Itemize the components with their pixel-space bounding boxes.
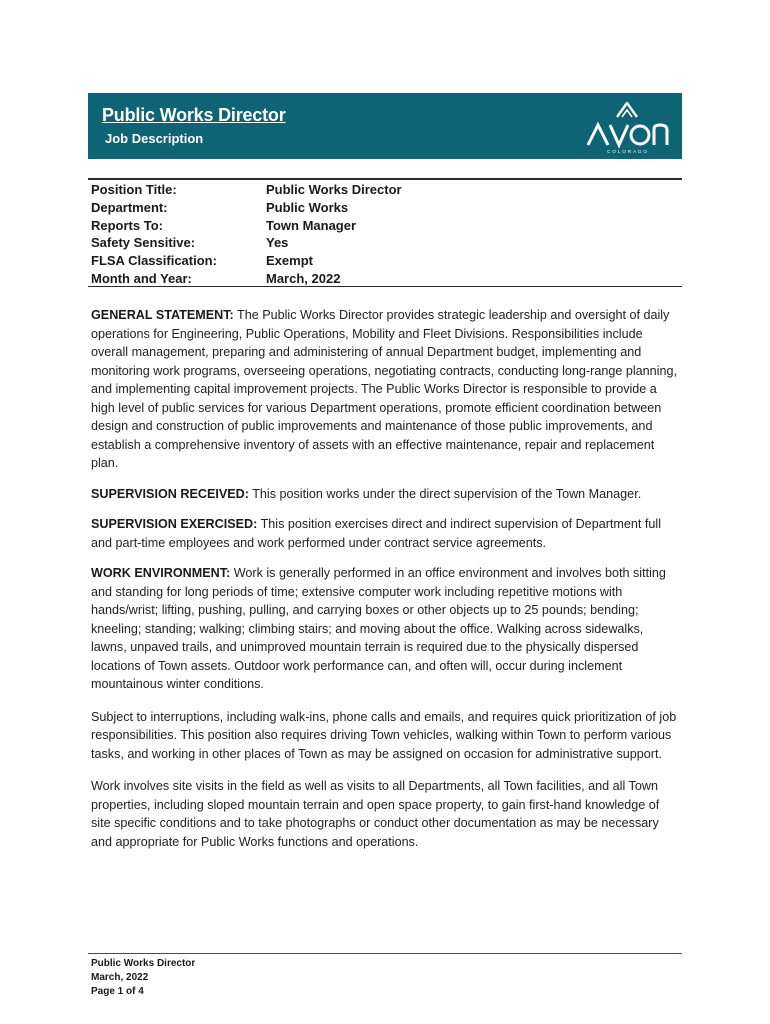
work-environment-paragraph (91, 564, 681, 694)
info-label: FLSA Classification: (91, 253, 217, 269)
avon-logo (582, 99, 674, 155)
site-visits-paragraph: Work involves site visits in the field as well as visits to all Departments, all Town facilities, and all Town properties, including sloped mountain terrain and open space property, to gain first-hand knowledge of site specific conditions and to take photographs or conduct other documentation as may be necessary and appropriate for Public Works functions and operations. (91, 779, 660, 849)
work-environment-text: Work is generally performed in an office environment and involves both sitting and standing for long periods of time; extensive computer work including repetitive motions with hands/wrist; lifting, pushing, pulling, and carrying boxes or other objects up to 25 pounds; bending; kneeling; standing; walking; climbing stairs; and moving about the office. Walking across sidewalks, lawns, unpaved trails, and unimproved mountain terrain is required due to the physically dispersed locations of Town assets. Outdoor work performance can, and often will, occur during inclement mountainous winter conditions. (91, 566, 666, 691)
general-statement-text: The Public Works Director provides strategic leadership and oversight of daily operations for Engineering, Public Operations, Mobility and Fleet Divisions. Responsibilities include overall management, preparing and administering of annual Department budget, implementing and monitoring work programs, overseeing operations, negotiating contracts, conducting long-range planning, and implementing capital improvement projects. The Public Works Director is responsible to provide a high level of public services for various Department operations, promote efficient coordination between design and construction of public improvements and maintenance of those public improvements, and establish a comprehensive inventory of assets with an effective maintenance, repair and replacement plan. (91, 308, 677, 470)
info-value: Yes (266, 235, 289, 251)
info-label: Month and Year: (91, 270, 192, 286)
info-value: Town Manager (266, 217, 357, 233)
info-value: March, 2022 (266, 270, 341, 286)
info-label: Safety Sensitive: (91, 235, 196, 251)
info-value: Exempt (266, 253, 313, 269)
info-label: Reports To: (91, 217, 163, 233)
supervision-received-heading: SUPERVISION RECEIVED: (91, 486, 249, 501)
supervision-received-paragraph (91, 485, 681, 504)
supervision-exercised-text: This position exercises direct and indirect supervision of Department full and part-time employees and work performed under contract service agreements. (91, 517, 661, 550)
general-statement-heading: GENERAL STATEMENT: (91, 308, 234, 322)
footer-title: Public Works Director (91, 958, 196, 969)
info-bottom-rule (88, 286, 682, 287)
info-row (91, 217, 681, 235)
page-subtitle: Job Description (105, 131, 204, 146)
footer-rule (88, 953, 682, 954)
page-title: Public Works Director (102, 105, 286, 125)
info-label: Position Title: (91, 182, 177, 197)
header-banner (88, 93, 682, 159)
info-label: Department: (91, 199, 168, 215)
interruptions-paragraph: Subject to interruptions, including walk-ins, phone calls and emails, and requires quick prioritization of job responsibilities. This position also requires driving Town vehicles, walking within Town to perform various tasks, and working in other places of Town as may be assigned on occasion for administrative support. (91, 709, 677, 761)
work-environment-heading: WORK ENVIRONMENT: (91, 566, 231, 580)
supervision-received-text: This position works under the direct supervision of the Town Manager. (248, 486, 642, 501)
info-value: Public Works Director (266, 182, 402, 197)
body-content (91, 306, 681, 863)
logo-subtext: COLORADO (607, 149, 649, 154)
info-value: Public Works (266, 199, 349, 215)
page-footer (91, 957, 195, 999)
info-top-rule (88, 178, 682, 180)
footer-page-number: Page 1 of 4 (91, 986, 144, 997)
info-table (91, 181, 681, 288)
footer-date: March, 2022 (91, 972, 149, 983)
info-row (91, 181, 681, 199)
info-row (91, 234, 681, 252)
info-row (91, 199, 681, 217)
supervision-exercised-heading: SUPERVISION EXERCISED: (91, 517, 258, 531)
supervision-exercised-paragraph (91, 515, 681, 552)
info-row (91, 252, 681, 270)
general-statement-paragraph (91, 306, 681, 473)
